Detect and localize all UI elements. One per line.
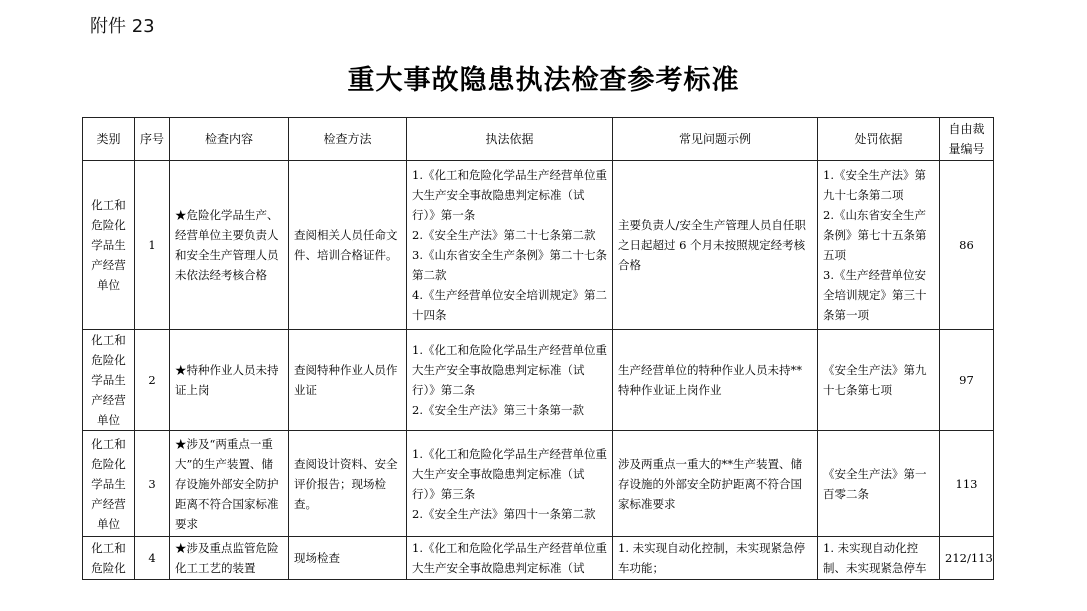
cell-penalty [818,431,940,537]
penalty-item: 《安全生产法》第九十七条第七项 [823,363,927,397]
basis-item: 1.《化工和危险化学品生产经营单位重大生产安全事故隐患判定标准（试行）》第一条 [412,168,607,222]
table-row [83,161,994,330]
col-header-seq: 序号 [135,118,170,161]
col-header-basis: 执法依据 [407,118,613,161]
cell-seq: 1 [135,161,170,330]
penalty-item: 3.《生产经营单位安全培训规定》第三十条第一项 [823,268,927,322]
col-header-content: 检查内容 [170,118,289,161]
cell-content: ★危险化学品生产、经营单位主要负责人和安全生产管理人员未依法经考核合格 [170,161,289,330]
basis-item: 4.《生产经营单位安全培训规定》第二十四条 [412,288,607,322]
cell-content: ★涉及“两重点一重大”的生产装置、储存设施外部安全防护距离不符合国家标准要求 [170,431,289,537]
cell-category: 化工和危险化学品生产经营单位 [83,330,135,431]
penalty-item: 2.《山东省安全生产条例》第七十五条第五项 [823,208,927,262]
penalty-item: 1. 未实现自动化控制、未实现紧急停车 [823,541,927,575]
col-header-method: 检查方法 [289,118,407,161]
cell-code: 113 [940,431,994,537]
table-header-row [83,118,994,161]
cell-example: 1. 未实现自动化控制，未实现紧急停车功能； [613,537,818,580]
cell-code: 212/113 [940,537,994,580]
basis-item: 2.《安全生产法》第三十条第一款 [412,403,584,417]
penalty-item: 1.《安全生产法》第九十七条第二项 [823,168,926,202]
basis-item: 1.《化工和危险化学品生产经营单位重大生产安全事故隐患判定标准（试行）》第二条 [412,343,607,397]
cell-category: 化工和危险化学品生产经营单位 [83,161,135,330]
cell-seq: 4 [135,537,170,580]
cell-category: 化工和危险化 [83,537,135,580]
attachment-label: 附件 23 [90,16,155,37]
table-row [83,431,994,537]
basis-item: 2.《安全生产法》第二十七条第二款 [412,228,596,242]
cell-method: 查阅设计资料、安全评价报告；现场检查。 [289,431,407,537]
penalty-item: 《安全生产法》第一百零二条 [823,466,927,501]
col-header-code: 自由裁量编号 [940,118,994,161]
document-title: 重大事故隐患执法检查参考标准 [347,65,740,96]
cell-penalty [818,330,940,431]
col-header-example: 常见问题示例 [613,118,818,161]
cell-code: 86 [940,161,994,330]
cell-method: 查阅特种作业人员作业证 [289,330,407,431]
cell-content: ★涉及重点监管危险化工工艺的装置 [170,537,289,580]
cell-example: 生产经营单位的特种作业人员未持**特种作业证上岗作业 [613,330,818,431]
cell-category: 化工和危险化学品生产经营单位 [83,431,135,537]
cell-example: 主要负责人/安全生产管理人员自任职之日起超过 6 个月未按照规定经考核合格 [613,161,818,330]
cell-content: ★特种作业人员未持证上岗 [170,330,289,431]
basis-item: 2.《安全生产法》第四十一条第二款 [412,506,596,521]
cell-basis [407,330,613,431]
basis-item: 3.《山东省安全生产条例》第二十七条第二款 [412,248,607,282]
table-row [83,537,994,580]
table-row [83,330,994,431]
col-header-category: 类别 [83,118,135,161]
cell-code: 97 [940,330,994,431]
cell-basis [407,431,613,537]
inspection-standards-table [82,117,994,580]
basis-item: 1.《化工和危险化学品生产经营单位重大生产安全事故隐患判定标准（试行）》第三条 [412,446,607,501]
cell-basis [407,537,613,580]
cell-penalty [818,537,940,580]
cell-seq: 3 [135,431,170,537]
cell-basis [407,161,613,330]
cell-method: 查阅相关人员任命文件、培训合格证件。 [289,161,407,330]
col-header-penalty: 处罚依据 [818,118,940,161]
cell-method: 现场检查 [289,537,407,580]
cell-penalty [818,161,940,330]
cell-example: 涉及两重点一重大的**生产装置、储存设施的外部安全防护距离不符合国家标准要求 [613,431,818,537]
cell-seq: 2 [135,330,170,431]
basis-item: 1.《化工和危险化学品生产经营单位重大生产安全事故隐患判定标准（试 [412,541,607,575]
